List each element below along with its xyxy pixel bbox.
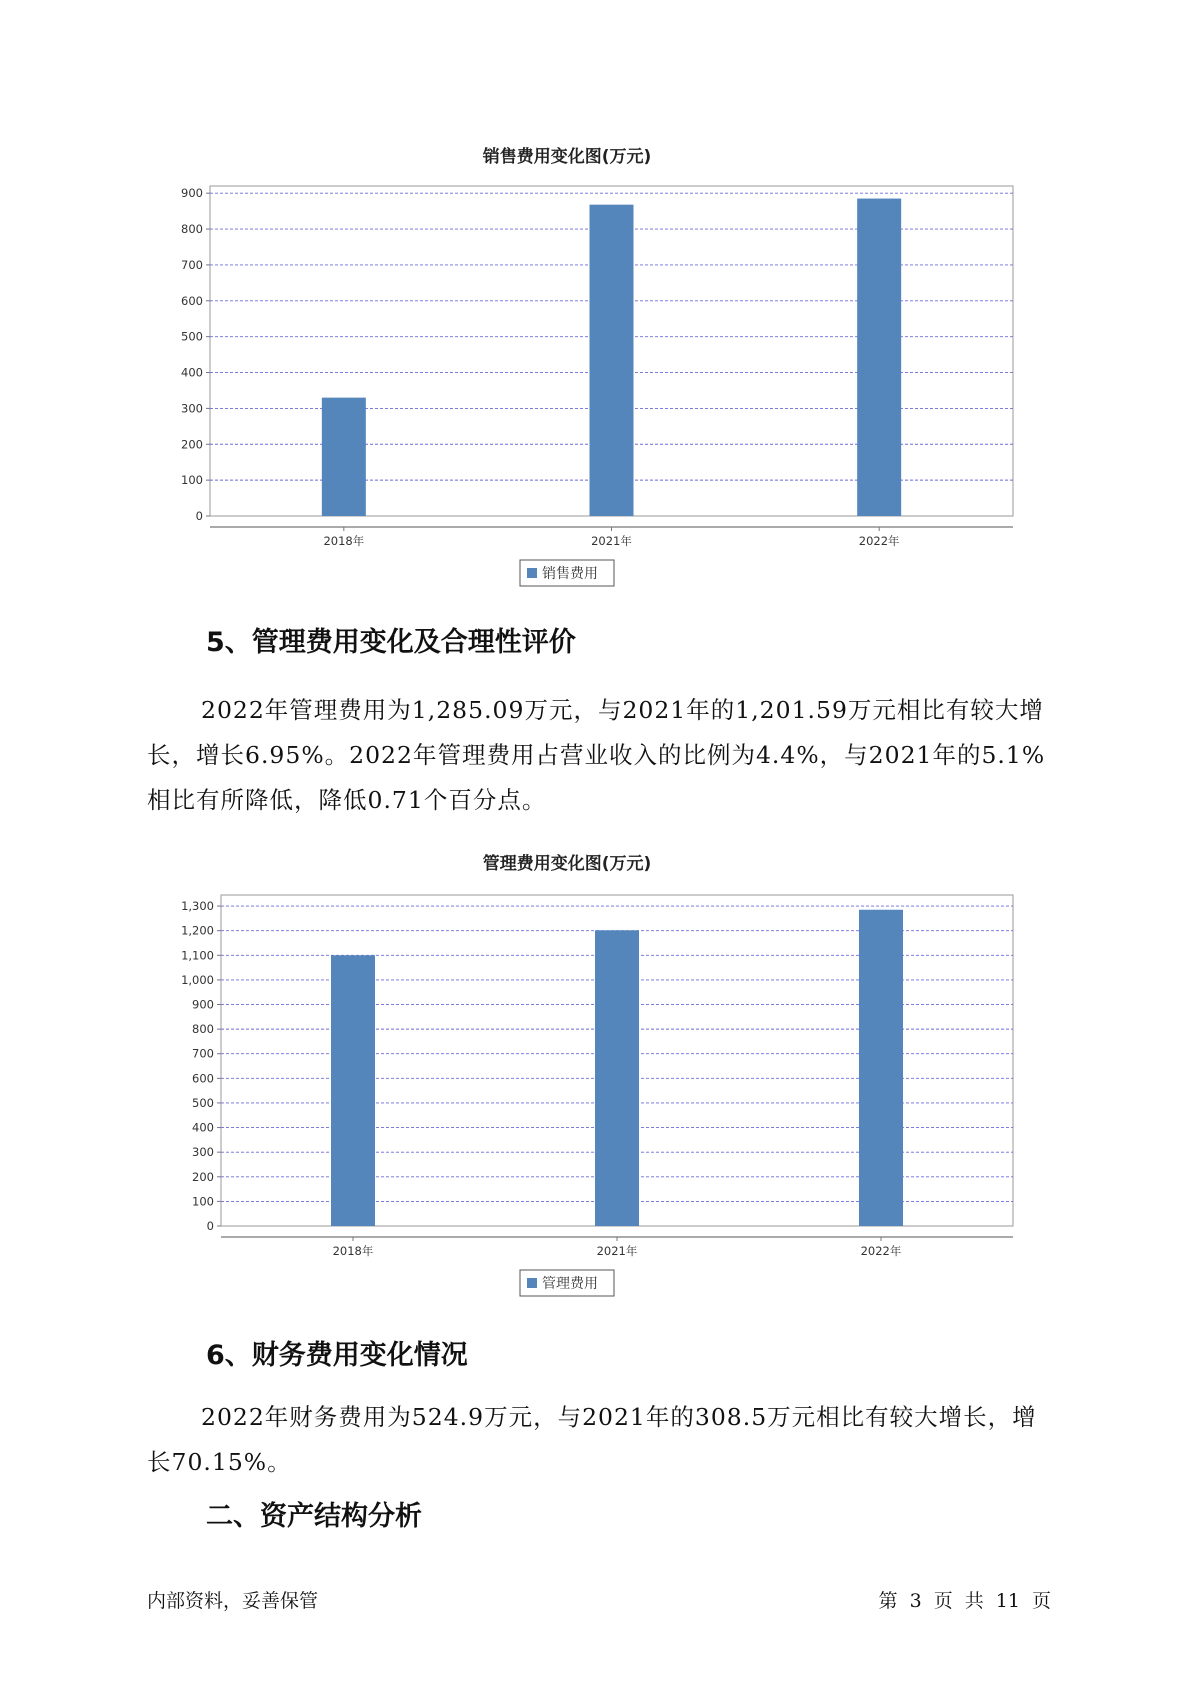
bar xyxy=(859,910,903,1226)
y-tick-label: 400 xyxy=(181,365,203,380)
y-tick-label: 0 xyxy=(206,1219,214,1233)
y-tick-label: 600 xyxy=(192,1071,214,1086)
chart-legend xyxy=(520,1270,614,1296)
y-tick-label: 900 xyxy=(192,997,214,1012)
y-tick-label: 400 xyxy=(192,1120,214,1135)
y-tick-label: 300 xyxy=(181,401,203,416)
y-tick-label: 100 xyxy=(181,473,203,488)
y-tick-label: 1,200 xyxy=(181,923,214,938)
legend-label: 销售费用 xyxy=(542,566,598,582)
x-tick-label: 2021年 xyxy=(591,534,632,548)
bar xyxy=(331,955,375,1226)
finance-expense-paragraph: 2022年财务费用为524.9万元，与2021年的308.5万元相比有较大增长，增长70.15%。 xyxy=(147,1403,1037,1476)
y-tick-label: 200 xyxy=(192,1169,214,1184)
y-tick-label: 800 xyxy=(181,222,203,237)
y-tick-label: 800 xyxy=(192,1022,214,1037)
section-heading-finance-expense: 6、财务费用变化情况 xyxy=(206,1340,468,1371)
y-tick-label: 600 xyxy=(181,293,203,308)
y-tick-label: 1,000 xyxy=(181,972,214,987)
chart-title: 管理费用变化图(万元) xyxy=(482,854,652,874)
x-tick-label: 2021年 xyxy=(596,1244,638,1258)
y-tick-label: 0 xyxy=(195,509,203,523)
y-tick-label: 700 xyxy=(181,257,203,272)
x-tick-label: 2018年 xyxy=(332,1244,374,1258)
footer-page-number: 第 3 页 共 11 页 xyxy=(878,1590,1051,1612)
y-tick-label: 700 xyxy=(192,1046,214,1061)
y-tick-label: 200 xyxy=(181,437,203,452)
legend-label: 管理费用 xyxy=(542,1276,598,1292)
y-tick-label: 1,300 xyxy=(181,899,214,914)
y-tick-label: 900 xyxy=(181,186,203,201)
section-heading-admin-expense: 5、管理费用变化及合理性评价 xyxy=(206,627,576,658)
y-tick-label: 500 xyxy=(181,329,203,344)
chart-title: 销售费用变化图(万元) xyxy=(482,147,652,167)
y-tick-label: 100 xyxy=(192,1194,214,1209)
x-tick-label: 2022年 xyxy=(860,1244,902,1258)
admin-expense-paragraph: 2022年管理费用为1,285.09万元，与2021年的1,201.59万元相比有较大增长，增长6.95%。2022年管理费用占营业收入的比例为4.4%，与2021年的5.1%相比有所降低，降低0.71个百分点。 xyxy=(147,696,1046,814)
legend-swatch xyxy=(527,1278,537,1288)
y-tick-label: 1,100 xyxy=(181,948,214,963)
y-tick-label: 300 xyxy=(192,1145,214,1160)
x-tick-label: 2022年 xyxy=(858,534,900,548)
section-heading-asset-structure: 二、资产结构分析 xyxy=(206,1501,422,1532)
x-tick-label: 2018年 xyxy=(323,534,365,548)
footer-confidential-note: 内部资料，妥善保管 xyxy=(147,1590,319,1612)
bar xyxy=(595,930,639,1226)
y-tick-label: 500 xyxy=(192,1095,214,1110)
